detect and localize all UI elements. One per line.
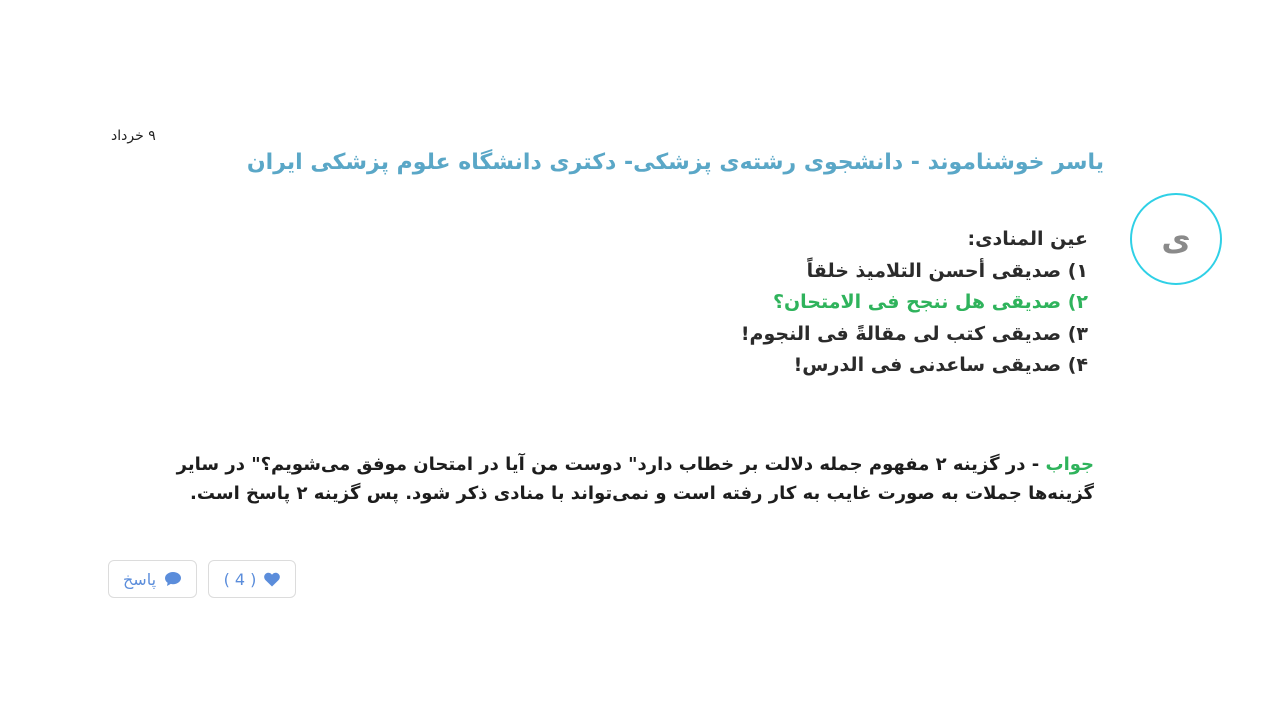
answer-label: جواب — [1045, 454, 1094, 475]
avatar[interactable] — [1130, 193, 1222, 285]
answer-body — [159, 450, 1094, 508]
reply-button[interactable] — [108, 560, 197, 598]
option-3: ۳) صدیقی کتب لی مقالةً فی النجوم! — [740, 322, 1088, 345]
question-body — [741, 224, 1088, 382]
like-button[interactable] — [208, 560, 296, 598]
reply-label: پاسخ — [122, 569, 157, 589]
option-4: ۴) صدیقی ساعدنی فی الدرس! — [793, 354, 1088, 376]
author-name[interactable]: یاسر خوشناموند - دانشجوی رشته‌ی پزشکی- دکتری دانشگاه علوم پزشکی ایران — [246, 150, 1104, 175]
heart-icon — [264, 572, 280, 587]
question-prompt: عین المنادی: — [967, 228, 1088, 250]
answer-text: - در گزینه ۲ مفهوم جمله دلالت بر خطاب دارد" دوست من آیا در امتحان موفق می‌شویم؟" در سایر گزینه‌ها جملات به صورت غایب به کار رفته است و نمی‌تواند با منادی ذکر شود. پس گزینه ۲ پاسخ است. — [176, 454, 1094, 504]
option-2-correct: ۲) صدیقی هل ننجح فی الامتحان؟ — [772, 291, 1088, 313]
post-date: ۹ خرداد — [111, 128, 156, 144]
chat-bubble-icon — [164, 571, 182, 587]
avatar-letter: ی — [1161, 220, 1191, 258]
like-count: ( 4 ) — [223, 569, 257, 589]
option-1: ۱) صدیقی أحسن التلامیذ خلقاً — [806, 259, 1088, 282]
